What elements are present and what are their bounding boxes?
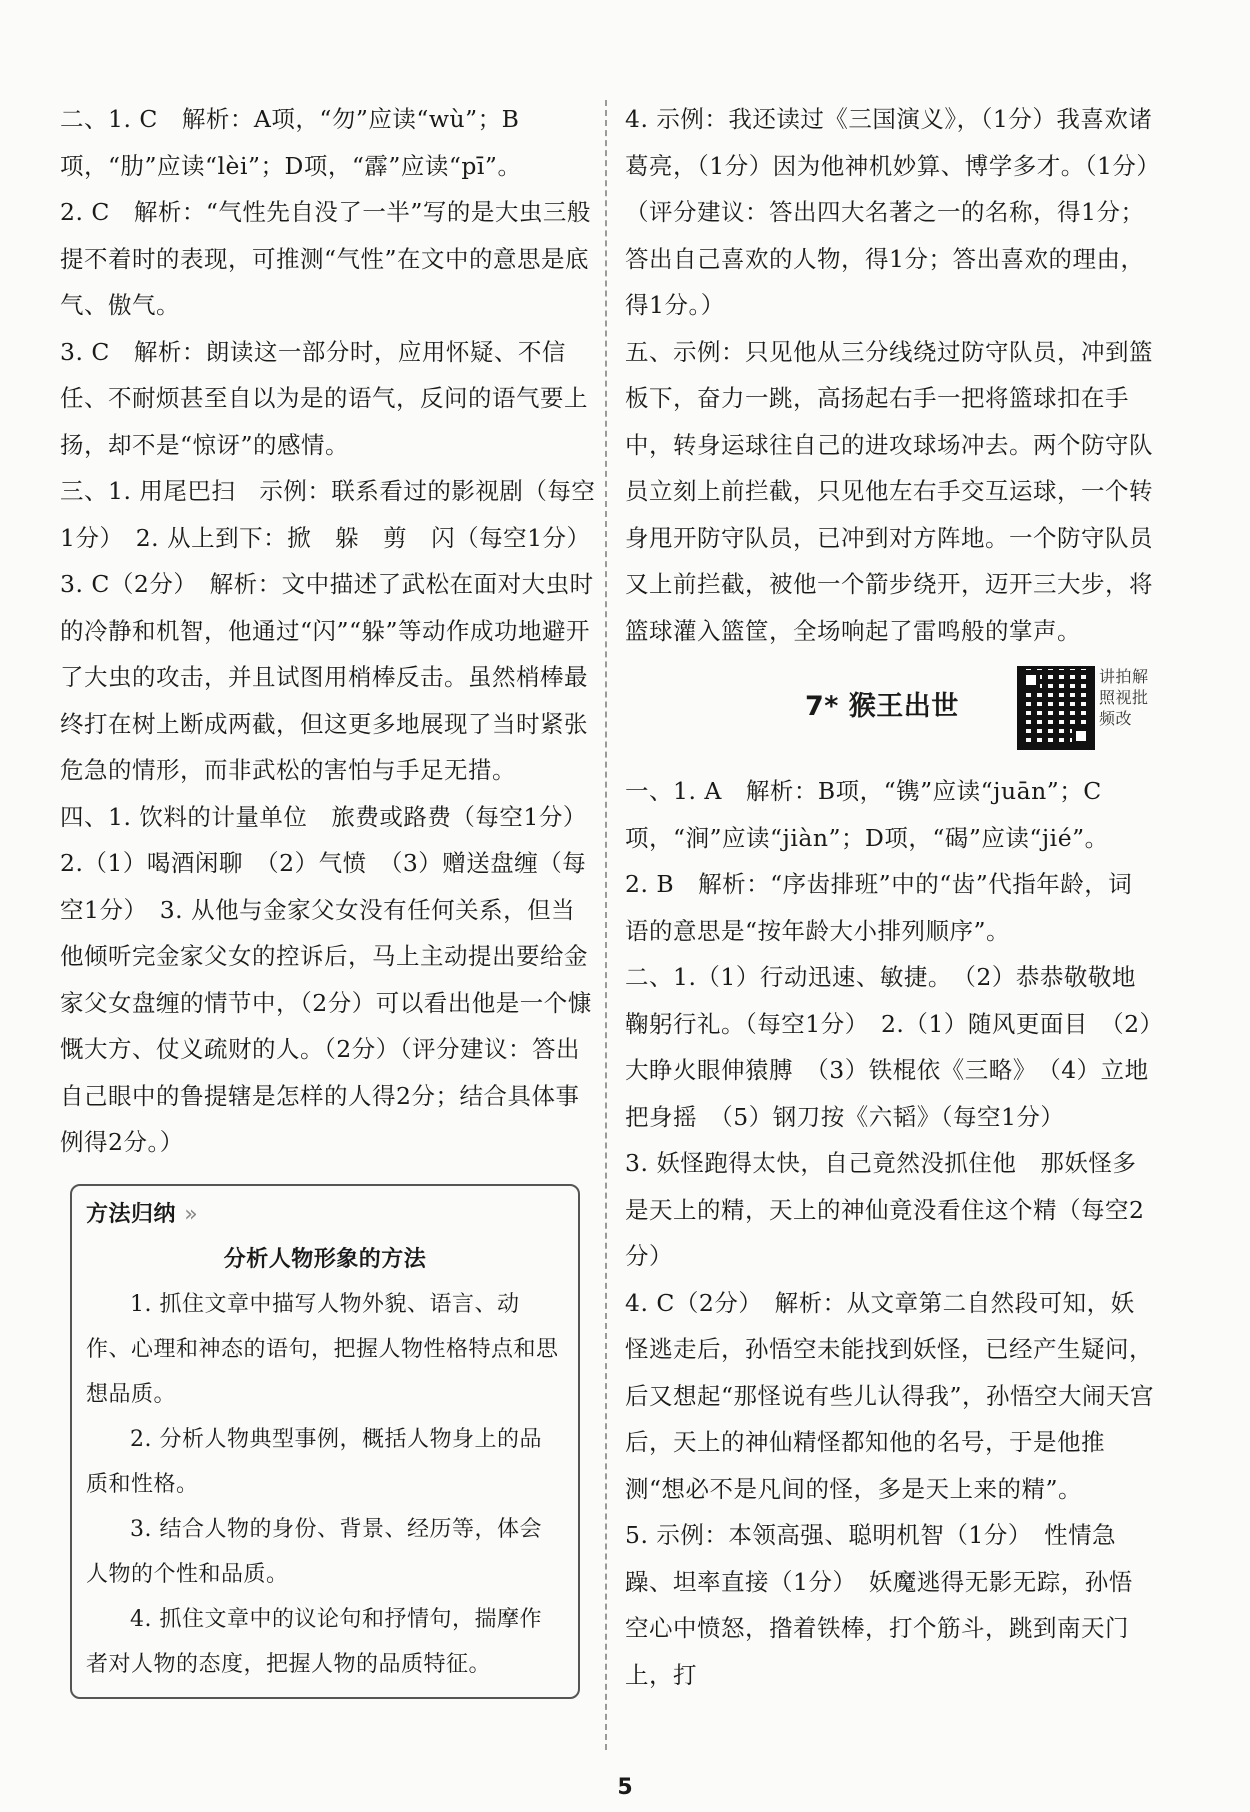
method-title: 分析人物形象的方法 xyxy=(223,1246,427,1272)
answer-4-2: 2.（1）喝酒闲聊 （2）气愤 （3）赠送盘缠（每空1分） 3. 从他与金家父女没有任何关系，但当他倾听完金家父女的控诉后，马上主动提出要给金家父女盘缠的情节中，（2分）可以看出他是一个慷慨大方、仗义疏财的人。（2分）（评分建议：答出自己眼中的鲁提辖是怎样的人得2分；结合具体事例得2分。） xyxy=(60,849,592,1156)
answer-4-4: 4. 示例：我还读过《三国演义》，（1分）我喜欢诸葛亮，（1分）因为他神机妙算、博学多才。（1分）（评分建议：答出四大名著之一的名称，得1分；答出自己喜欢的人物，得1分；答出喜欢的理由，得1分。） xyxy=(625,105,1153,319)
lesson7-answer-1-1: 一、1. A 解析：B项，“镌”应读“juān”；C项，“涧”应读“jiàn”；D项，“碣”应读“jié”。 xyxy=(625,777,1109,852)
answer-3-1: 三、1. 用尾巴扫 示例：联系看过的影视剧（每空1分） 2. 从上到下：掀 躲 剪 闪（每空1分） xyxy=(60,477,596,552)
answer-2-2: 2. C 解析：“气性先自没了一半”写的是大虫三般提不着时的表现，可推测“气性”在文中的意思是底气、傲气。 xyxy=(60,198,591,319)
lesson7-answer-2: 二、1.（1）行动迅速、敏捷。 （2）恭恭敬敬地鞠躬行礼。（每空1分） 2.（1）随风更面目 （2）大睁火眼伸猿膊 （3）铁棍依《三略》 （4）立地把身摇 （5）钢刀按《六韬》（每空1分） xyxy=(625,963,1152,1131)
method-item: 2. 分析人物典型事例，概括人物身上的品质和性格。 xyxy=(86,1426,542,1497)
lesson-title: 7* 猴王出世 xyxy=(805,691,959,722)
lesson7-answer-1-2: 2. B 解析：“序齿排班”中的“齿”代指年龄，词语的意思是“按年龄大小排列顺序”。 xyxy=(625,870,1133,945)
page-number: 5 xyxy=(617,1775,633,1800)
method-item: 3. 结合人物的身份、背景、经历等，体会人物的个性和品质。 xyxy=(86,1516,542,1587)
column-divider xyxy=(605,100,607,1750)
answer-4-1: 四、1. 饮料的计量单位 旅费或路费（每空1分） xyxy=(60,802,587,831)
qr-caption: 讲拍解照视批频改 xyxy=(1099,667,1149,728)
answer-3-3: 3. C（2分） 解析：文中描述了武松在面对大虫时的冷静和机智，他通过“闪”“躲”等动作成功地避开了大虫的攻击，并且试图用梢棒反击。虽然梢棒最终打在树上断成两截，但这更多地展现了当时紧张危急的情形，而非武松的害怕与手足无措。 xyxy=(60,570,594,784)
right-column xyxy=(625,96,1155,1698)
method-header: 方法归纳 xyxy=(86,1201,177,1227)
method-item: 4. 抓住文章中的议论句和抒情句，揣摩作者对人物的态度，把握人物的品质特征。 xyxy=(86,1606,542,1677)
lesson7-answer-2-4: 4. C（2分） 解析：从文章第二自然段可知，妖怪逃走后，孙悟空未能找到妖怪，已经产生疑问，后又想起“那怪说有些儿认得我”，孙悟空大闹天宫后，天上的神仙精怪都知他的名号，于是他推测“想必不是凡间的怪，多是天上来的精”。 xyxy=(625,1288,1155,1503)
method-summary-box xyxy=(70,1184,580,1699)
qr-code-icon[interactable] xyxy=(1017,666,1095,750)
lesson7-answer-2-5: 5. 示例：本领高强、聪明机智（1分） 性情急躁、坦率直接（1分） 妖魔逃得无影无踪，孙悟空心中愤怒，揝着铁棒，打个筋斗，跳到南天门上，打 xyxy=(625,1521,1133,1689)
left-column xyxy=(60,96,596,1699)
lesson-heading xyxy=(625,660,1155,764)
answer-2-1: 二、1. C 解析：A项，“勿”应读“wù”；B项，“肋”应读“lèi”；D项，“霹”应读“pī”。 xyxy=(60,105,522,180)
answer-2-3: 3. C 解析：朗读这一部分时，应用怀疑、不信任、不耐烦甚至自以为是的语气，反问的语气要上扬，却不是“惊讶”的感情。 xyxy=(60,337,588,459)
lesson7-answer-2-3: 3. 妖怪跑得太快，自己竟然没抓住他 那妖怪多是天上的精，天上的神仙竟没看住这个精（每空2分） xyxy=(625,1149,1145,1270)
double-chevron-icon: » xyxy=(184,1201,199,1227)
answer-5: 五、示例：只见他从三分线绕过防守队员，冲到篮板下，奋力一跳，高扬起右手一把将篮球扣在手中，转身运球往自己的进攻球场冲去。两个防守队员立刻上前拦截，只见他左右手交互运球，一个转身甩开防守队员，已冲到对方阵地。一个防守队员又上前拦截，被他一个箭步绕开，迈开三大步，将篮球灌入篮筐，全场响起了雷鸣般的掌声。 xyxy=(625,337,1153,645)
method-item: 1. 抓住文章中描写人物外貌、语言、动作、心理和神态的语句，把握人物性格特点和思想品质。 xyxy=(86,1291,559,1407)
